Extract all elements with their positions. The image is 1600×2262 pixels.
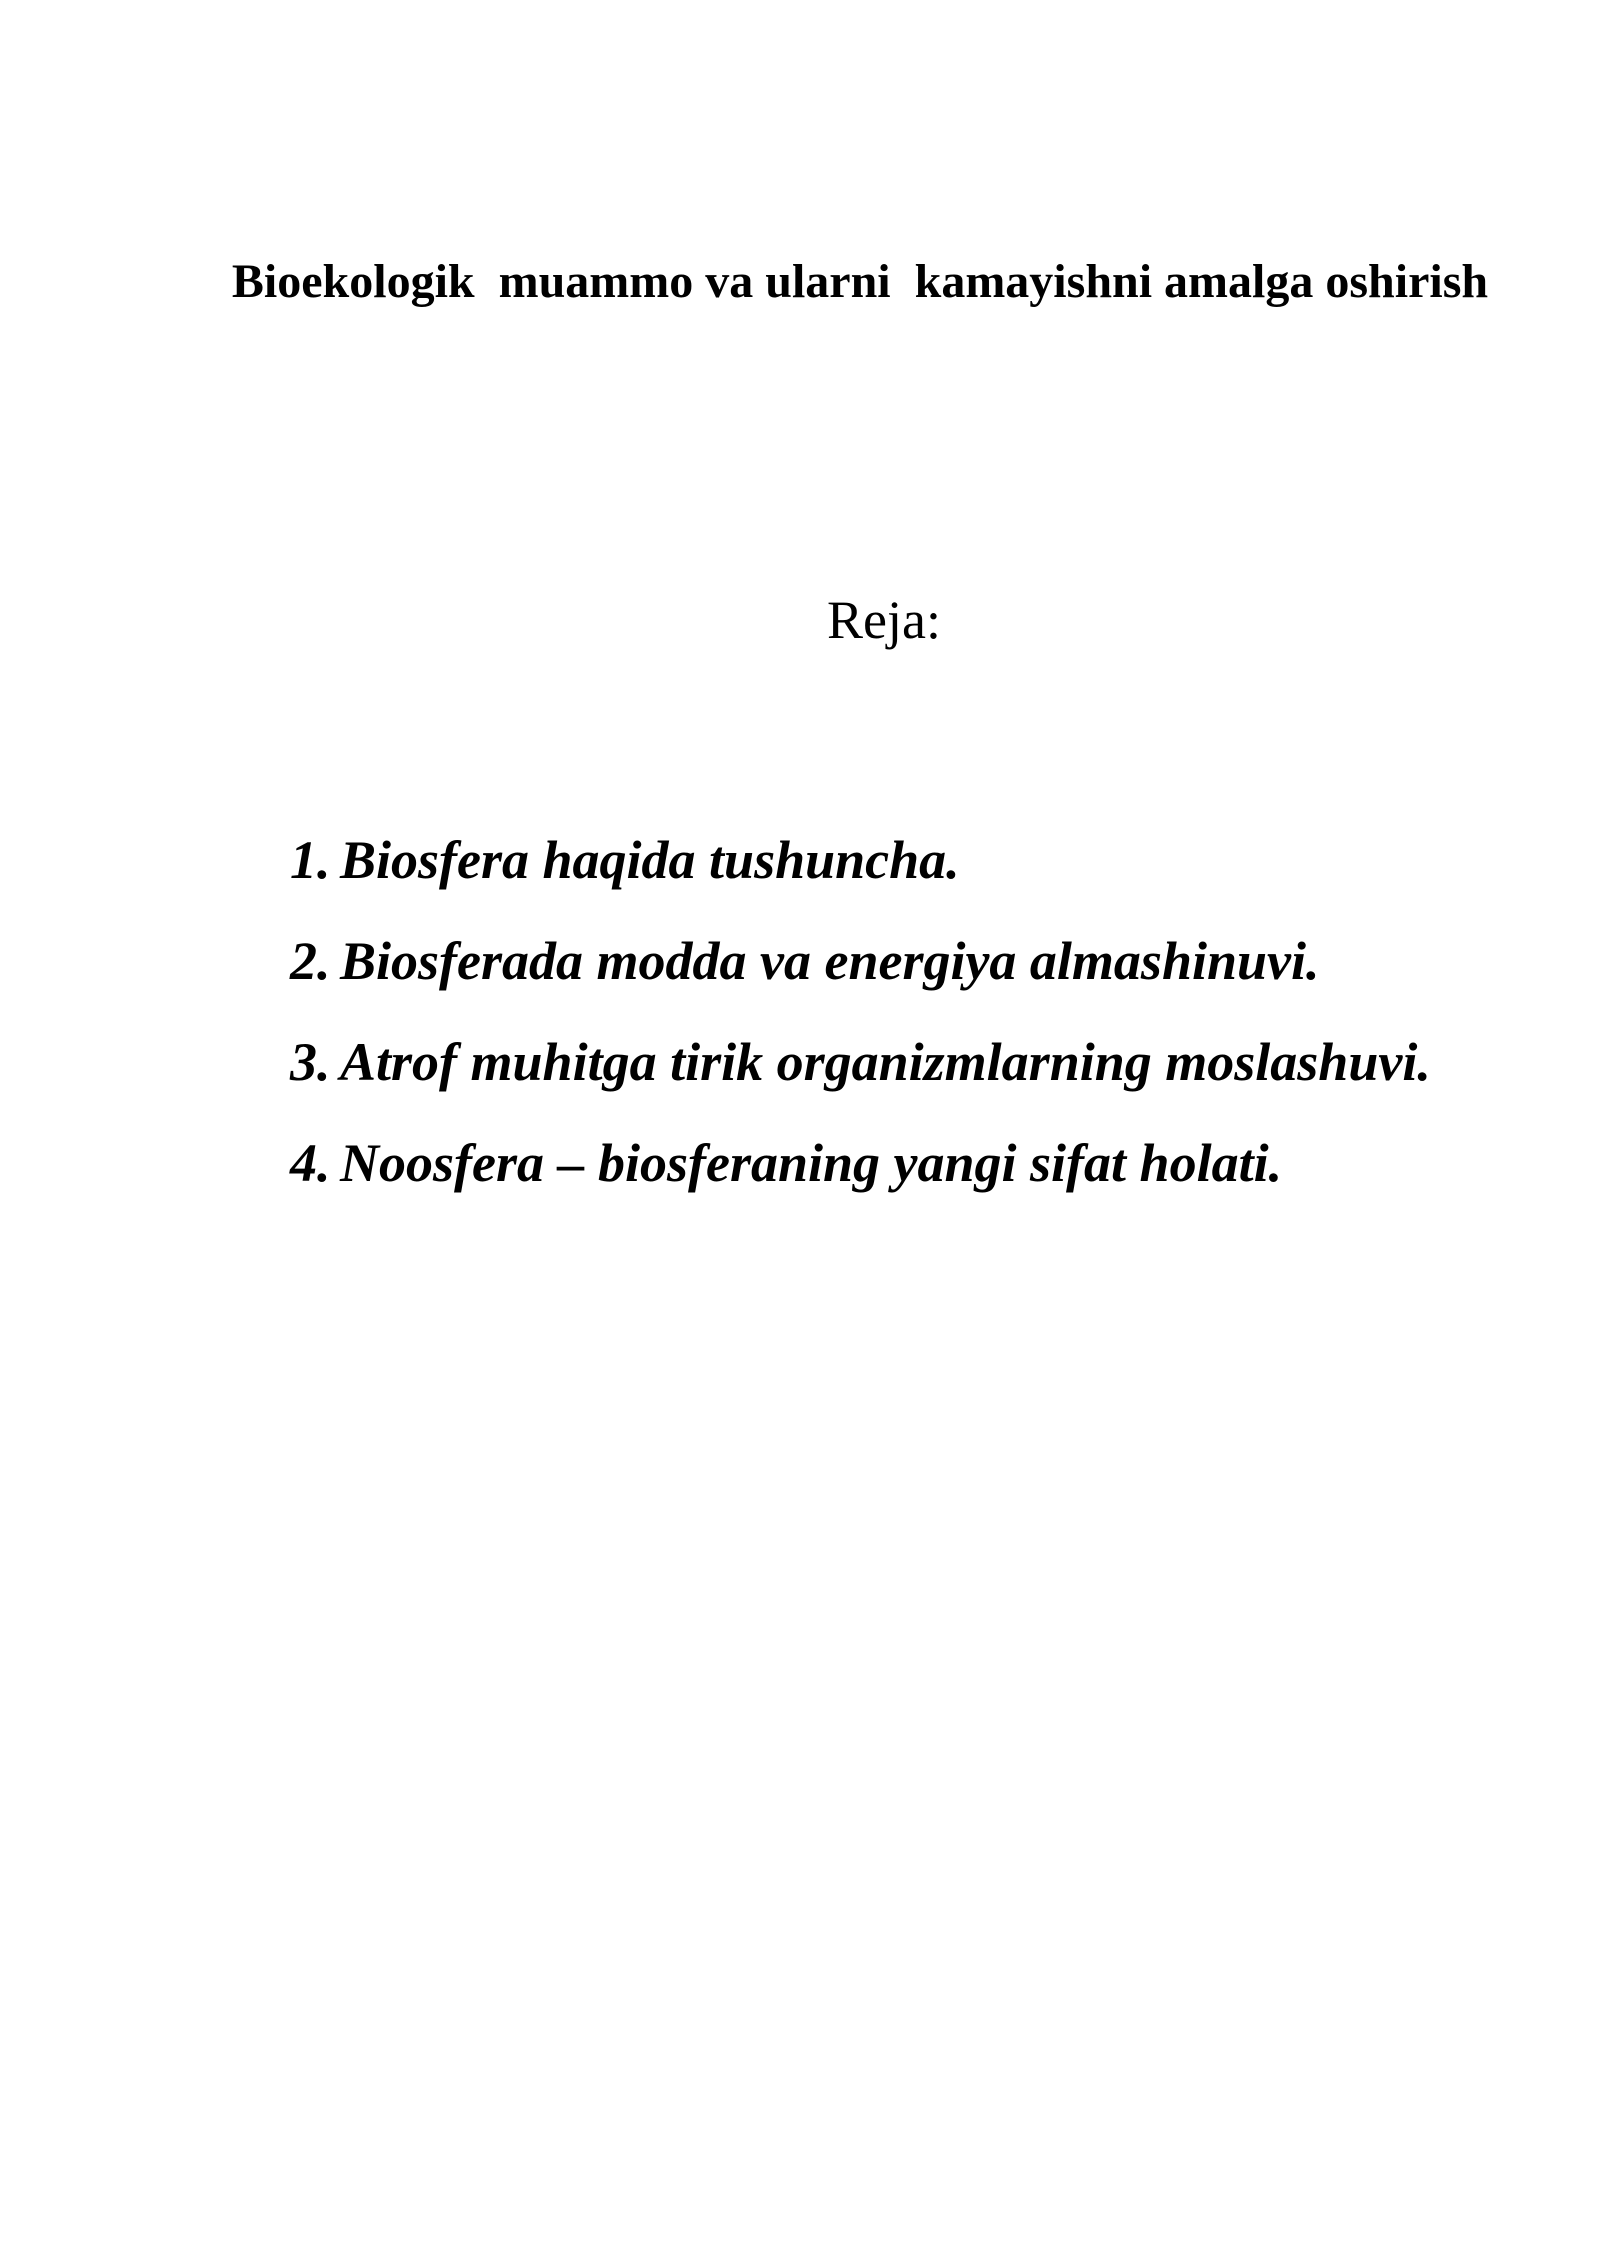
plan-item-number: 4. [290, 1133, 331, 1193]
plan-item-text: Biosferada modda va energiya almashinuvi. [340, 931, 1320, 991]
plan-item [290, 911, 1470, 1012]
plan-item-number: 2. [290, 931, 331, 991]
plan-item-text: Biosfera haqida tushuncha. [340, 830, 960, 890]
document-title: Bioekologik muammo va ularni kamayishni amalga oshirish [231, 255, 1489, 308]
plan-item-number: 1. [290, 830, 331, 890]
plan-item-number: 3. [290, 1032, 331, 1092]
plan-item-text: Noosfera – biosferaning yangi sifat holati. [340, 1133, 1283, 1193]
plan-item [290, 1113, 1470, 1214]
plan-heading: Reja: [827, 590, 941, 650]
plan-item [290, 810, 1470, 911]
plan-item-text: Atrof muhitga tirik organizmlarning moslashuvi. [340, 1032, 1431, 1092]
plan-item [290, 1012, 1470, 1113]
plan-list [290, 810, 1470, 1214]
